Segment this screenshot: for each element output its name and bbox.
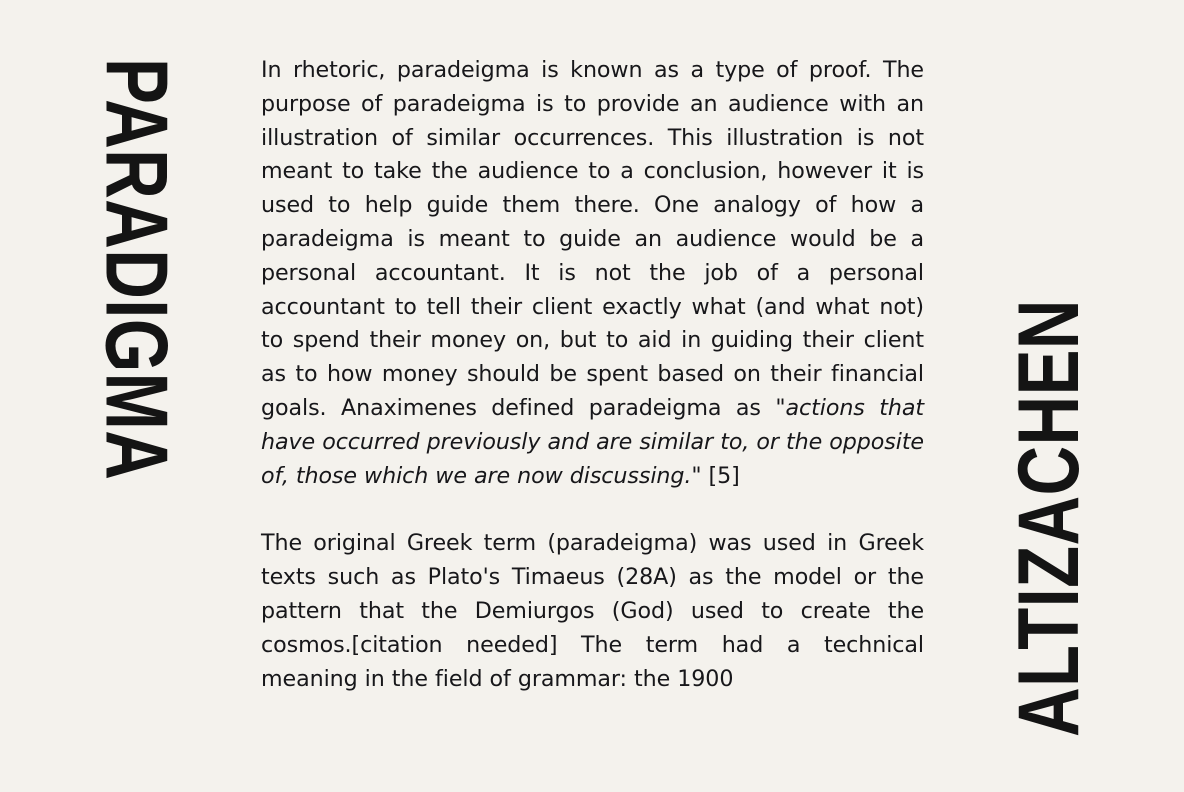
anaximenes-quotation: "actions that have occurred previously and are similar to, or the opposite of, those which we are now discussing."	[261, 394, 924, 489]
side-label-left	[87, 58, 186, 586]
side-label-right	[1001, 190, 1097, 737]
paragraph-lead-text: In rhetoric, paradeigma is known as a type of proof. The purpose of paradeigma is to provide an audience with an illustration of similar occurrences. This illustration is not meant to take the audience to a conclusion, however it is used to help guide them there. One analogy of how a paradeigma is meant to guide an audience would be a personal accountant. It is not the job of a personal accountant to tell their client exactly what (and what not) to spend their money on, but to aid in guiding their client as to how money should be spent based on their financial goals. Anaximenes defined paradeigma as	[261, 57, 924, 421]
paragraph-paradeigma-rhetoric	[261, 54, 924, 493]
side-label-left-text: PARADIGMA	[87, 58, 186, 481]
citation-reference-5: [5]	[701, 462, 740, 489]
article-column	[261, 54, 924, 696]
paragraph-greek-term-origin: The original Greek term (paradeigma) was used in Greek texts such as Plato's Timaeus (28A) as the model or the pattern that the Demiurgos (God) used to create the cosmos.[citation needed] The term had a technical meaning in the field of grammar: the 1900	[261, 530, 924, 692]
side-label-right-text: ALTIZACHEN	[1001, 299, 1097, 737]
